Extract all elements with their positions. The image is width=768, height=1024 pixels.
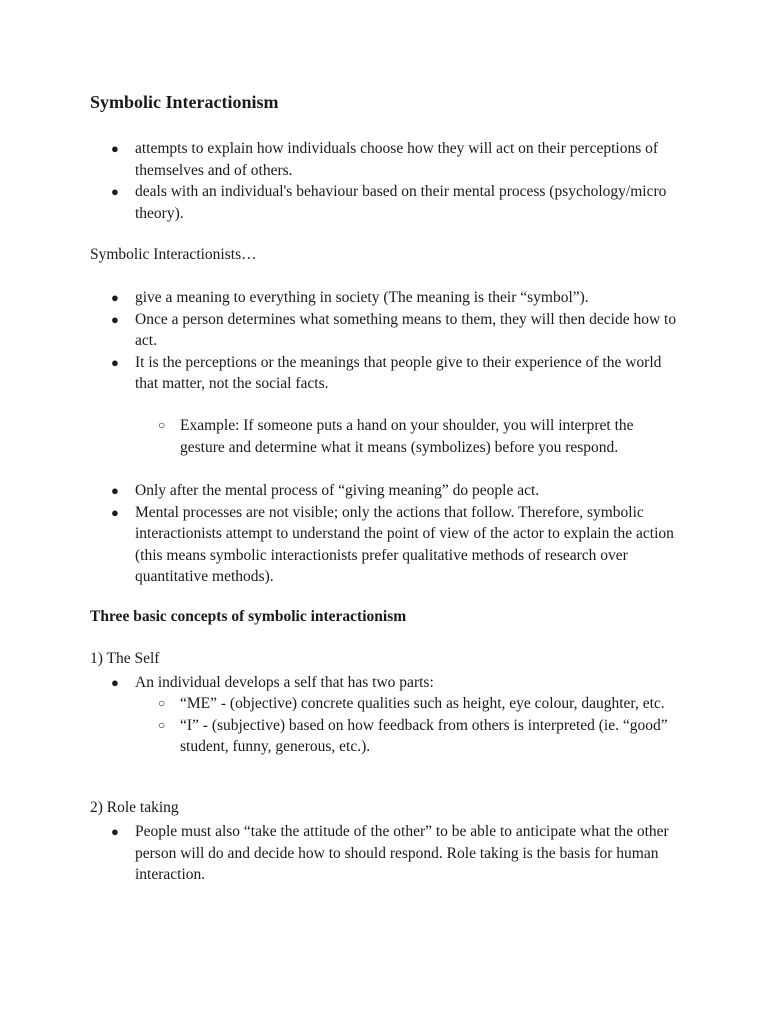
- list-item-text: attempts to explain how individuals choose how they will act on their perceptions of themselves and of others.: [135, 140, 659, 179]
- role-taking-list: [90, 821, 680, 886]
- list-item: [90, 415, 680, 458]
- bullet-icon: ●: [111, 311, 119, 327]
- list-item-text: deals with an individual's behaviour based on their mental process (psychology/micro theory).: [135, 183, 667, 222]
- list-item: [90, 715, 680, 758]
- list-item-text: give a meaning to everything in society (The meaning is their “symbol”).: [135, 289, 589, 306]
- list-item: [90, 502, 686, 588]
- interactionists-list: [90, 287, 680, 395]
- later-list: [90, 480, 686, 588]
- hollow-bullet-icon: ○: [158, 717, 166, 732]
- list-item: [90, 672, 680, 694]
- list-item-text: People must also “take the attitude of the other” to be able to anticipate what the other person will do and decide how to should respond. Role taking is the basis for human interaction.: [135, 823, 669, 883]
- hollow-bullet-icon: ○: [158, 696, 166, 710]
- list-item-text: Once a person determines what something means to them, they will then decide how to act.: [135, 310, 677, 349]
- bullet-icon: ●: [111, 290, 119, 305]
- page-title: Symbolic Interactionism: [90, 92, 279, 112]
- list-item: [90, 309, 680, 352]
- self-label: 1) The Self: [90, 650, 160, 667]
- list-item-text: Example: If someone puts a hand on your shoulder, you will interpret the gesture and determine what it means (symbolizes) before you respond.: [180, 417, 634, 456]
- bullet-icon: ●: [111, 675, 119, 690]
- bullet-icon: ●: [111, 141, 119, 156]
- list-item: [90, 138, 680, 181]
- list-item-text: Mental processes are not visible; only the actions that follow. Therefore, symbolic interactionists attempt to understand the point of view of the actor to explain the action (this means symbolic interactionists prefer qualitative methods of research over quantitative methods).: [135, 503, 674, 585]
- hollow-bullet-icon: ○: [158, 418, 166, 432]
- intro-list: [90, 138, 680, 224]
- self-sub-list: [90, 693, 680, 758]
- list-item: [90, 480, 686, 502]
- concepts-heading: Three basic concepts of symbolic interactionism: [90, 608, 407, 625]
- list-item-text: Only after the mental process of “giving meaning” do people act.: [135, 482, 540, 499]
- bullet-icon: ●: [111, 184, 119, 199]
- list-item-text: An individual develops a self that has two parts:: [135, 674, 434, 691]
- list-item: [90, 821, 680, 886]
- bullet-icon: ●: [111, 504, 119, 520]
- bullet-icon: ●: [111, 824, 119, 839]
- role-taking-label: 2) Role taking: [90, 799, 179, 816]
- list-item: [90, 352, 680, 395]
- bullet-icon: ●: [111, 354, 119, 370]
- list-item-text: “I” - (subjective) based on how feedback from others is interpreted (ie. “good” student, funny, generous, etc.).: [180, 716, 668, 755]
- bullet-icon: ●: [111, 483, 119, 498]
- example-list: [90, 415, 680, 458]
- list-item-text: It is the perceptions or the meanings that people give to their experience of the world that matter, not the social facts.: [135, 353, 662, 392]
- list-item: [90, 287, 680, 309]
- list-item: [90, 181, 680, 224]
- list-item: [90, 693, 680, 715]
- list-item-text: “ME” - (objective) concrete qualities such as height, eye colour, daughter, etc.: [180, 695, 665, 712]
- interactionists-label: Symbolic Interactionists…: [90, 246, 257, 263]
- self-list: [90, 672, 680, 694]
